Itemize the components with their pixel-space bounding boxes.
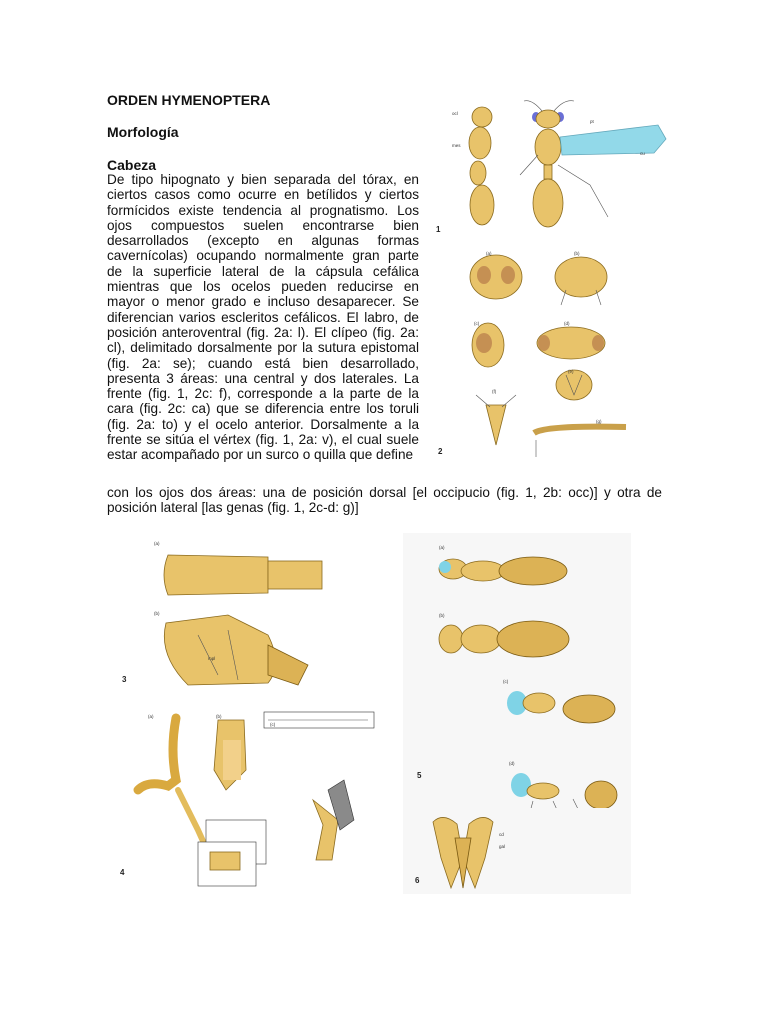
svg-text:(b): (b) [216,714,222,719]
svg-text:(f): (f) [492,389,497,394]
svg-text:pt: pt [590,119,594,124]
page-title: ORDEN HYMENOPTERA [107,92,271,108]
figure-4-legs [118,710,380,890]
svg-text:(d): (d) [509,761,515,766]
figure-2-heads [438,245,656,460]
svg-text:(b): (b) [154,611,160,616]
svg-text:gal: gal [499,844,506,849]
svg-text:(a): (a) [148,714,154,719]
figure-2-label: 2 [438,447,443,456]
svg-text:ocl: ocl [452,111,458,116]
section-heading-morfologia: Morfología [107,124,179,140]
svg-text:(e): (e) [568,369,574,374]
svg-text:(c): (c) [503,679,509,684]
svg-text:cd: cd [499,832,504,837]
svg-text:(b): (b) [574,251,580,256]
paragraph-cabeza-continued: con los ojos dos áreas: una de posición dorsal [el occipucio (fig. 1, 2b: occ)] y otra de posición lateral [las genas (fig. 1, 2c-d: g)] [107,485,662,516]
svg-text:(c): (c) [474,321,480,326]
svg-text:(b): (b) [439,613,445,618]
svg-text:(a): (a) [486,251,492,256]
figure-1-wasp [436,95,672,235]
figure-6-mouthparts [403,808,631,894]
svg-text:(d): (d) [564,321,570,326]
svg-text:(a): (a) [154,541,160,546]
svg-text:mpl: mpl [208,656,216,661]
figure-5-bodies [403,533,631,833]
figure-5-label: 5 [417,771,422,780]
svg-text:(a): (a) [439,545,445,550]
figure-4-label: 4 [120,868,125,877]
figure-6-label: 6 [415,876,420,885]
paragraph-cabeza: De tipo hipognato y bien separada del tórax, en ciertos casos como ocurre en betílidos y ciertos formícidos existe tendencia al prognatismo. Los ojos compuestos suelen encontrarse bien desarrollados (excepto en algunas formas cavernícolas) ocupando normalmente gran parte de la superficie lateral de la cápsula cefálica mientras que los ocelos pueden reducirse en mayor o menor grado e incluso desaparecer. Se diferencian varios escleritos cefálicos. El labro, de posición anteroventral (fig. 2a: l). El clípeo (fig. 2a: cl), delimitado dorsalmente por la sutura epistomal (fig. 2a: se); cuando está bien desarrollado, presenta 3 áreas: una central y dos laterales. La frente (fig. 1, 2c: f), corresponde a la parte de la cara (fig. 2c: ca) que se diferencia entre los toruli (fig. 2a: to) y el ocelo anterior. Dorsalmente a la frente se sitúa el vértex (fig. 1, 2a: v), el cual suele estar acompañado por un surco o quilla que define [107,172,419,463]
figure-3-label: 3 [122,675,127,684]
figure-1-label: 1 [436,225,441,234]
svg-text:cu: cu [640,151,645,156]
section-heading-cabeza: Cabeza [107,157,157,173]
svg-text:(c): (c) [270,722,276,727]
svg-text:(g): (g) [596,419,602,424]
svg-text:mes: mes [452,143,461,148]
figure-3-thorax [118,535,330,700]
